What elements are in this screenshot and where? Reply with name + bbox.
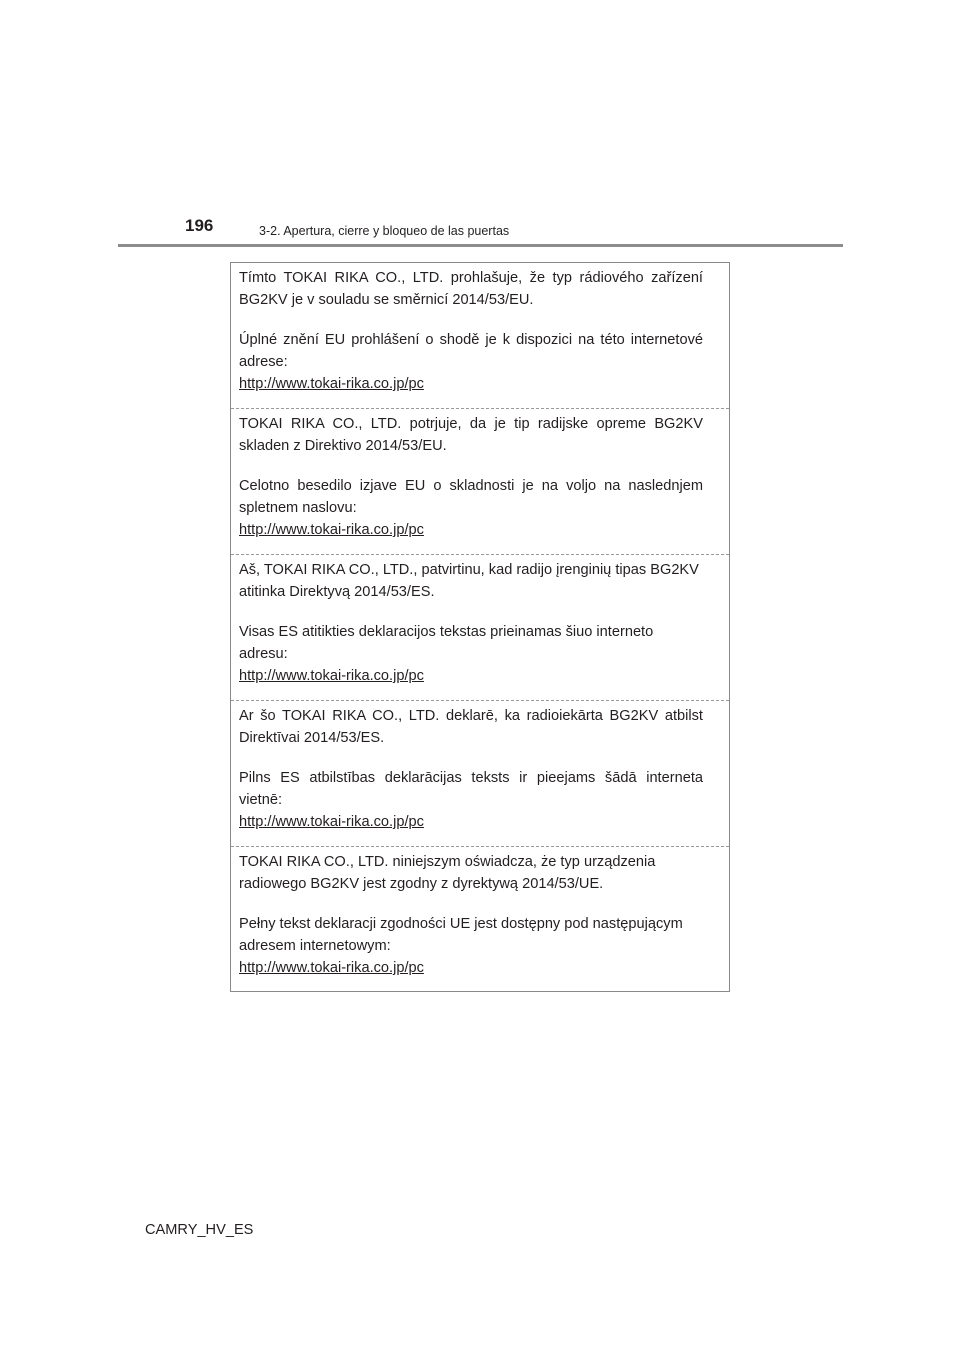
declaration-note-text: Pilns ES atbilstības deklarācijas teksts ir pieejams šādā interneta vietnē: bbox=[239, 770, 703, 808]
declaration-block-polish bbox=[231, 847, 729, 991]
declaration-full-text-note bbox=[239, 475, 703, 541]
declaration-statement: Aš, TOKAI RIKA CO., LTD., patvirtinu, kad radijo įrenginių tipas BG2KV atitinka Direktyvą 2014/53/ES. bbox=[239, 562, 699, 600]
declaration-block-czech bbox=[231, 263, 729, 409]
declaration-full-text-note bbox=[239, 913, 703, 979]
declaration-url-link[interactable]: http://www.tokai-rika.co.jp/pc bbox=[239, 814, 424, 830]
declaration-full-text-note bbox=[239, 767, 703, 833]
declaration-statement: TOKAI RIKA CO., LTD. potrjuje, da je tip radijske opreme BG2KV skladen z Direktivo 2014/53/EU. bbox=[239, 416, 703, 454]
declaration-url-link[interactable]: http://www.tokai-rika.co.jp/pc bbox=[239, 522, 424, 538]
footer-doc-code: CAMRY_HV_ES bbox=[145, 1222, 254, 1238]
page-number: 196 bbox=[185, 216, 214, 235]
declaration-url-link[interactable]: http://www.tokai-rika.co.jp/pc bbox=[239, 960, 424, 976]
declaration-note-text: Úplné znění EU prohlášení o shodě je k dispozici na této internetové adrese: bbox=[239, 332, 703, 370]
declaration-note-text: Celotno besedilo izjave EU o skladnosti je na voljo na naslednjem spletnem naslovu: bbox=[239, 478, 703, 516]
declaration-statement: TOKAI RIKA CO., LTD. niniejszym oświadcza, że typ urządzenia radiowego BG2KV jest zgodny z dyrektywą 2014/53/UE. bbox=[239, 854, 656, 892]
declaration-note-text: Visas ES atitikties deklaracijos tekstas prieinamas šiuo interneto adresu: bbox=[239, 624, 654, 662]
declaration-note-text: Pełny tekst deklaracji zgodności UE jest dostępny pod następującym adresem internetowym: bbox=[239, 916, 683, 954]
declaration-block-lithuanian bbox=[231, 555, 729, 701]
declaration-full-text-note bbox=[239, 329, 703, 395]
declaration-statement: Tímto TOKAI RIKA CO., LTD. prohlašuje, že typ rádiového zařízení BG2KV je v souladu se směrnicí 2014/53/EU. bbox=[239, 270, 703, 308]
declaration-full-text-note bbox=[239, 621, 703, 687]
declaration-url-link[interactable]: http://www.tokai-rika.co.jp/pc bbox=[239, 376, 424, 392]
declaration-url-link[interactable]: http://www.tokai-rika.co.jp/pc bbox=[239, 668, 424, 684]
section-title: 3-2. Apertura, cierre y bloqueo de las puertas bbox=[259, 224, 510, 238]
declaration-statement: Ar šo TOKAI RIKA CO., LTD. deklarē, ka radioiekārta BG2KV atbilst Direktīvai 2014/53/ES. bbox=[239, 708, 703, 746]
declarations-box bbox=[230, 262, 730, 992]
header-rule bbox=[118, 244, 843, 247]
declaration-block-latvian bbox=[231, 701, 729, 847]
declaration-block-slovenian bbox=[231, 409, 729, 555]
